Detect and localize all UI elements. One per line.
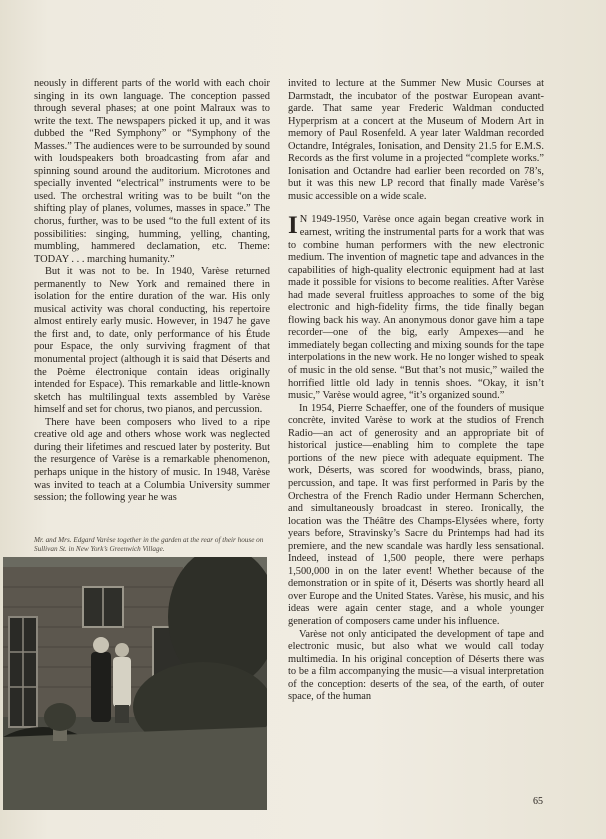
- drop-cap: I: [288, 212, 298, 240]
- page-number: 65: [533, 796, 543, 807]
- paragraph: In 1954, Pierre Schaeffer, one of the founders of musique concrète, invited Varèse to work at the studios of French Radio—an act of generosity and an appropriate bit of historical justice—enabling him to complete the tape portions of the new piece with adequate equipment. The work, Déserts, was scored for woodwinds, brass, piano, percussion, and tape. It was first performed in Paris by the Orchestra of the French Radio under Hermann Scherchen, and simultaneously broadcast in stereo. Ironically, the location was the Théâtre des Champs-Elysées where, forty years before, Stravinsky’s Sacre du Printemps had had its premiere, and the new scandale was hardly less sensational. Indeed, instead of 1,500 people, there were perhaps 1,500,000 in on the later event! Whether because of the demonstration or in spite of it, Déserts was shortly heard all over Europe and the United States. Varèse, his music, and his ideas were again center stage, and a whole younger generation of composers came under his influence.: [288, 402, 544, 627]
- left-column: [34, 78, 270, 505]
- garden-photo: [3, 557, 267, 810]
- section-opening-text: N 1949-1950, Varèse once again began creative work in earnest, writing the instrumental parts for a work that was to combine human performers with the new electronic medium. The invention of magnetic tape and advances in the capabilities of high-quality electronic equipment had at last made it possible for visions to become realities. After Varèse had made several fruitless approaches to some of the big electronic and high-fidelity firms, the tide finally began flowing back his way. An anonymous donor gave him a tape recorder—one of the big, early Ampexes—and he immediately began collecting and mixing sounds for the tape interpolations in the new work. He no longer wished to speak of music in the old sense. “But that’s not music,” wailed the horrified little old lady in tennis shoes. “Okay, it isn’t music,” Varèse would agree, “it’s organized sound.”: [288, 214, 544, 402]
- paragraph: There have been composers who lived to a ripe creative old age and others whose work was neglected during their lifetimes and rescued later by posterity. But the resurgence of Varèse is a remarkable phenomenon, perhaps unique in the history of music. In 1948, Varèse was invited to teach at a Columbia University summer session; the following year he was: [34, 416, 270, 504]
- paragraph-continued: invited to lecture at the Summer New Music Courses at Darmstadt, the incubator of the postwar European avant-garde. That same year Frederic Waldman conducted Hyperprism at a concert at the Museum of Modern Art in memory of Paul Rosenfeld. A year later Waldman recorded Octandre, Intégrales, Ionisation, and Density 21.5 for E.M.S. Records as the first volume in a projected “complete works.” Ionisation and Octandre had earlier been recorded on 78’s, but it was this new LP record that finally made Varèse’s music accessible on a wide scale.: [288, 78, 544, 202]
- paragraph-continued: neously in different parts of the world with each choir singing in its own language. The conception passed through several phases; at one point Malraux was to write the text. The newspapers picked it up, and it was dubbed the “Red Symphony” or “Symphony of the Masses.” The audiences were to be surrounded by sound with loudspeakers both broadcasting from afar and spinning sound around the auditorium. Microtones and specially invented “electrical” instruments were to be used. The orchestral writing was to be built “on the shifting play of planes, volumes, masses in space.” The chorus, further, was to be used “to the full extent of its possibilities: singing, humming, yelling, chanting, mumbling, hammered declamation, etc. Theme: TODAY . . . marching humanity.”: [34, 78, 270, 265]
- paragraph: Varèse not only anticipated the development of tape and electronic music, but also what we would call today multimedia. In his original conception of Déserts there was to be a film accompanying the music—a visual interpretation of the conception: deserts of the sea, of the earth, of outer space, of the human: [288, 628, 544, 703]
- right-column: [288, 78, 544, 704]
- section-opening-paragraph: [288, 214, 544, 402]
- photo-caption: Mr. and Mrs. Edgard Varèse together in the garden at the rear of their house on Sullivan St. in New York’s Greenwich Village.: [34, 536, 264, 553]
- paragraph: But it was not to be. In 1940, Varèse returned permanently to New York and remained there in isolation for the entire duration of the war. His only musical activity was choral conducting, his repertoire almost entirely early music. However, in 1947 he gave the first and, to date, only performance of his Étude pour Espace, the only surviving fragment of that monumental project (although it is said that Déserts and the Poème électronique contain ideas originally intended for Espace). This remarkable and little-known sketch has multilingual texts assembled by Varèse himself and set for chorus, two pianos, and percussion.: [34, 266, 270, 416]
